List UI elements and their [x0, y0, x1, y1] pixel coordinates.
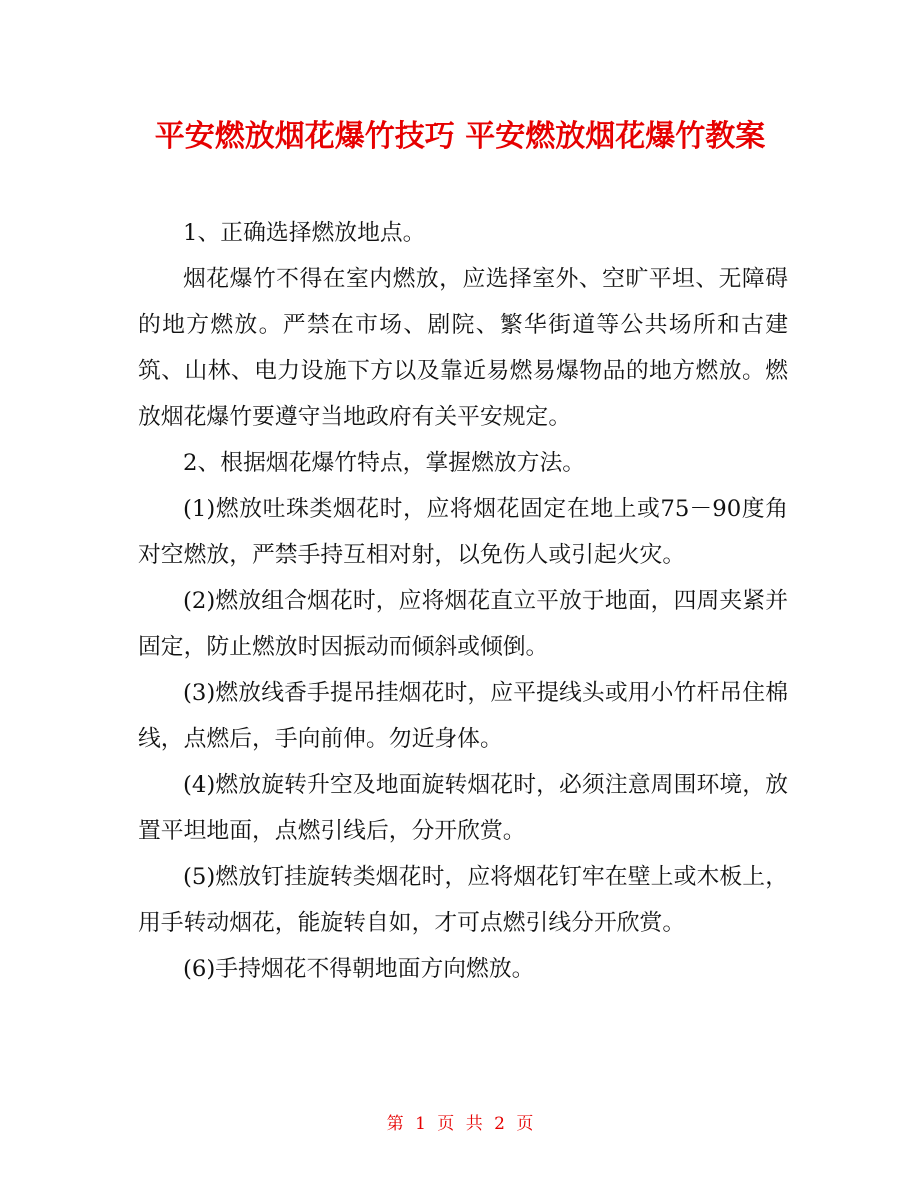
paragraph-6: (3)燃放线香手提吊挂烟花时，应平提线头或用小竹杆吊住棉线，点燃后，手向前伸。勿近身体。	[138, 680, 788, 752]
paragraph-9: (6)手持烟花不得朝地面方向燃放。	[183, 956, 535, 982]
paragraph-7: (4)燃放旋转升空及地面旋转烟花时，必须注意周围环境，放置平坦地面，点燃引线后，分开欣赏。	[138, 772, 788, 844]
paragraph-5: (2)燃放组合烟花时，应将烟花直立平放于地面，四周夹紧并固定，防止燃放时因振动而倾斜或倾倒。	[138, 588, 788, 660]
paragraph-1: 1、正确选择燃放地点。	[183, 220, 426, 246]
document-body	[138, 210, 788, 992]
paragraph-4: (1)燃放吐珠类烟花时，应将烟花固定在地上或75－90度角对空燃放，严禁手持互相对射，以免伤人或引起火灾。	[138, 496, 788, 568]
document-title: 平安燃放烟花爆竹技巧 平安燃放烟花爆竹教案	[154, 119, 766, 154]
paragraph-8: (5)燃放钉挂旋转类烟花时，应将烟花钉牢在壁上或木板上，用手转动烟花，能旋转自如，才可点燃引线分开欣赏。	[138, 864, 788, 936]
page-footer: 第 1 页 共 2 页	[386, 1114, 534, 1134]
paragraph-3: 2、根据烟花爆竹特点，掌握燃放方法。	[183, 450, 586, 476]
paragraph-2: 烟花爆竹不得在室内燃放，应选择室外、空旷平坦、无障碍的地方燃放。严禁在市场、剧院、繁华街道等公共场所和古建筑、山林、电力设施下方以及靠近易燃易爆物品的地方燃放。燃放烟花爆竹要遵守当地政府有关平安规定。	[138, 266, 788, 430]
